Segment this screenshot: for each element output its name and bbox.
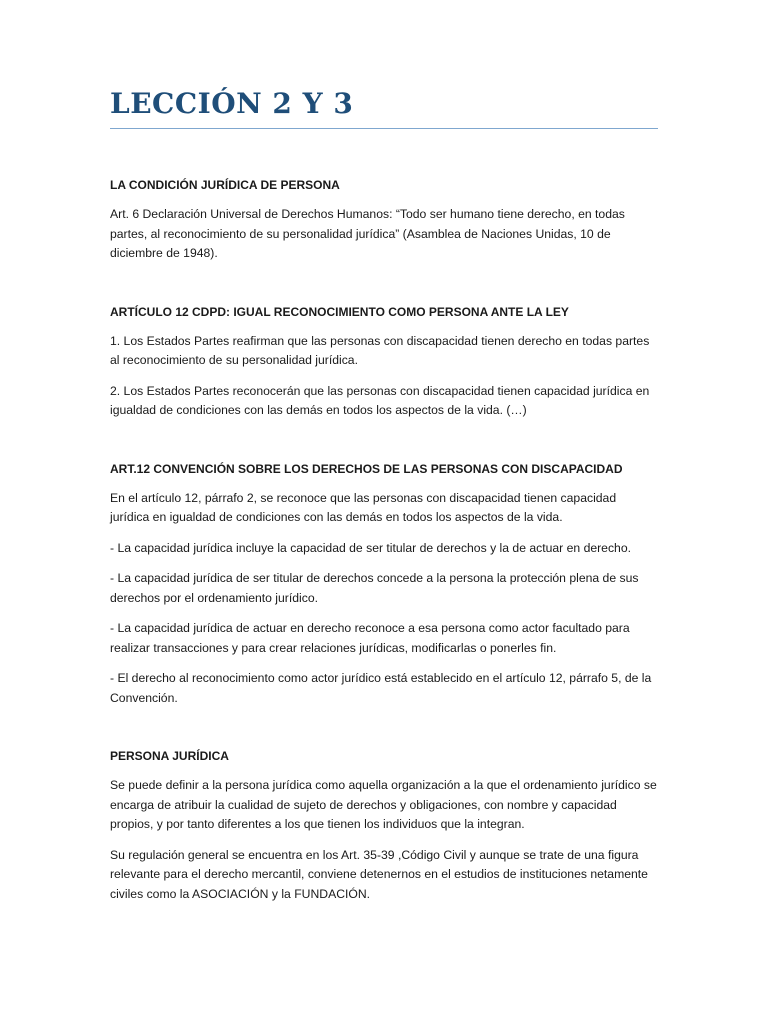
document-page bbox=[110, 86, 658, 904]
paragraph: Su regulación general se encuentra en los Art. 35-39 ,Código Civil y aunque se trate de una figura relevante para el derecho mercantil, conviene detenernos en el estudios de instituciones netamente civiles como la ASOCIACIÓN y la FUNDACIÓN. bbox=[110, 847, 648, 901]
section-heading-art12-convencion: ART.12 CONVENCIÓN SOBRE LOS DERECHOS DE LAS PERSONAS CON DISCAPACIDAD bbox=[110, 461, 623, 476]
paragraph: En el artículo 12, párrafo 2, se reconoce que las personas con discapacidad tienen capacidad jurídica en igualdad de condiciones con las demás en todos los aspectos de la vida. bbox=[110, 490, 617, 524]
document-title: LECCIÓN 2 Y 3 bbox=[110, 86, 658, 129]
paragraph: - La capacidad jurídica de ser titular de derechos concede a la persona la protección plena de sus derechos por el ordenamiento jurídico. bbox=[110, 571, 639, 605]
paragraph: 1. Los Estados Partes reafirman que las personas con discapacidad tienen derecho en todas partes al reconocimiento de su personalidad jurídica. bbox=[110, 333, 650, 367]
paragraph: Art. 6 Declaración Universal de Derechos Humanos: “Todo ser humano tiene derecho, en todas partes, al reconocimiento de su personalidad jurídica” (Asamblea de Naciones Unidas, 10 de diciembre de 1948). bbox=[110, 207, 625, 260]
paragraph: 2. Los Estados Partes reconocerán que las personas con discapacidad tienen capacidad jurídica en igualdad de condiciones con las demás en todos los aspectos de la vida. (…) bbox=[110, 383, 650, 417]
paragraph: - La capacidad jurídica de actuar en derecho reconoce a esa persona como actor facultado para realizar transacciones y para crear relaciones jurídicas, modificarlas o ponerles fin. bbox=[110, 621, 630, 655]
paragraph: - El derecho al reconocimiento como actor jurídico está establecido en el artículo 12, párrafo 5, de la Convención. bbox=[110, 671, 652, 705]
section-heading-articulo-12-cdpd: ARTÍCULO 12 CDPD: IGUAL RECONOCIMIENTO COMO PERSONA ANTE LA LEY bbox=[110, 304, 569, 319]
section-heading-persona-juridica: PERSONA JURÍDICA bbox=[110, 749, 229, 763]
section-heading-condicion-juridica: LA CONDICIÓN JURÍDICA DE PERSONA bbox=[110, 178, 340, 192]
paragraph: - La capacidad jurídica incluye la capacidad de ser titular de derechos y la de actuar en derecho. bbox=[110, 540, 631, 555]
paragraph: Se puede definir a la persona jurídica como aquella organización a la que el ordenamiento jurídico se encarga de atribuir la cualidad de sujeto de derechos y obligaciones, con nombre y capacidad propios, y por tanto diferentes a los que tienen los individuos que la integran. bbox=[110, 778, 657, 831]
